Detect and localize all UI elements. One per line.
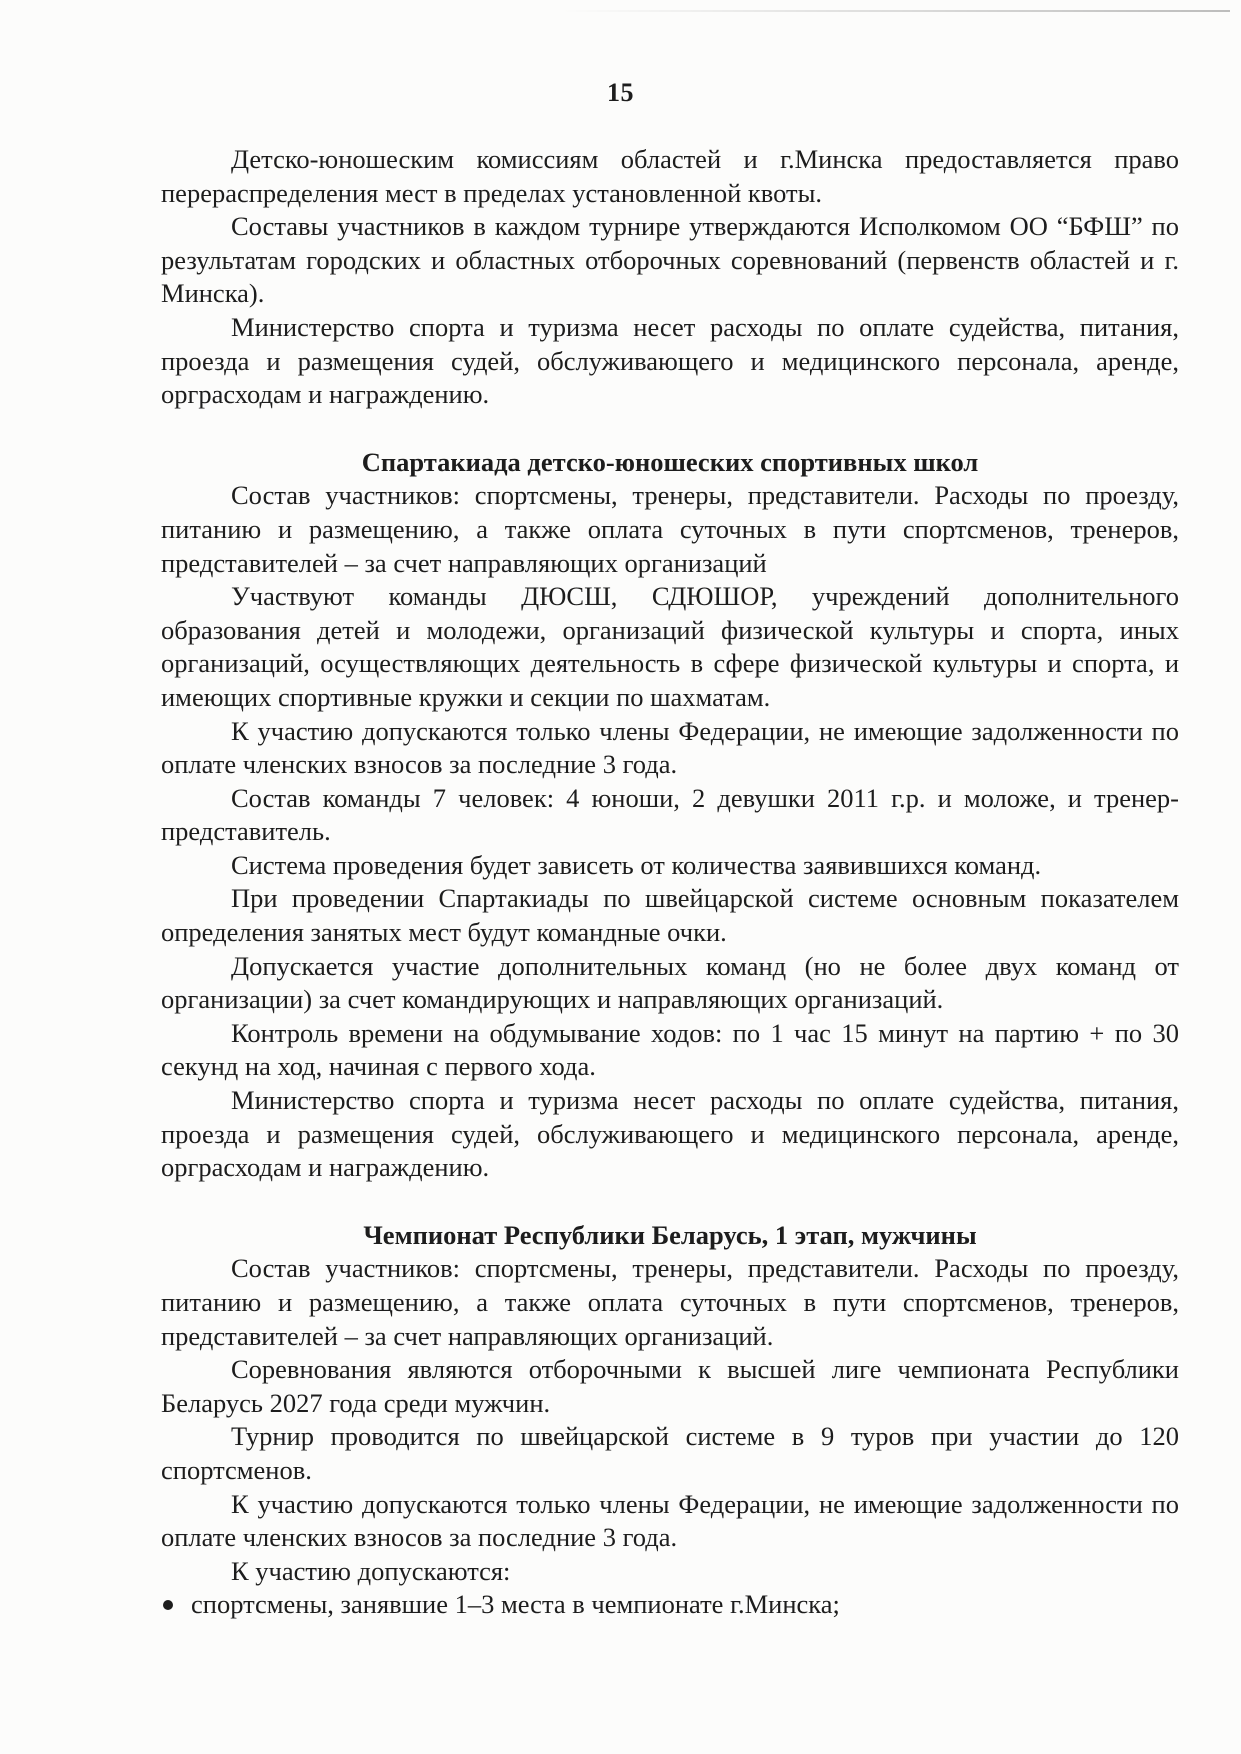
paragraph: Составы участников в каждом турнире утверждаются Исполкомом ОО “БФШ” по результатам городских и областных отборочных соревнований (первенств областей и г. Минска). [161,211,1179,309]
document-body [161,143,1179,1622]
paragraph: Контроль времени на обдумывание ходов: по 1 час 15 минут на партию + по 30 секунд на ход, начиная с первого хода. [161,1017,1179,1082]
list-item [161,1588,1179,1622]
bullet-list [161,1588,1179,1622]
paragraph: К участию допускаются только члены Федерации, не имеющие задолженности по оплате членских взносов за последние 3 года. [161,1488,1179,1553]
bullet-icon [163,1600,173,1610]
paragraph: К участию допускаются только члены Федерации, не имеющие задолженности по оплате членских взносов за последние 3 года. [161,715,1179,780]
section-heading: Чемпионат Республики Беларусь, 1 этап, мужчины [363,1219,977,1250]
paragraph: Соревнования являются отборочными к высшей лиге чемпионата Республики Беларусь 2027 года среди мужчин. [161,1354,1179,1418]
paragraph: К участию допускаются: [231,1555,511,1586]
section-spacer [161,412,1179,446]
list-item-text: спортсмены, занявшие 1–3 места в чемпионате г.Минска; [191,1589,840,1620]
page-number: 15 [607,78,634,107]
paragraph: Турнир проводится по швейцарской системе в 9 туров при участии до 120 спортсменов. [161,1421,1179,1485]
paragraph: Министерство спорта и туризма несет расходы по оплате судейства, питания, проезда и размещения судей, обслуживающего и медицинского персонала, аренде, орграсходам и награждению. [161,1085,1179,1183]
paragraph: Детско-юношеским комиссиям областей и г.Минска предоставляется право перераспределения мест в пределах установленной квоты. [161,144,1179,208]
paragraph: Состав участников: спортсмены, тренеры, представители. Расходы по проезду, питанию и размещению, а также оплата суточных в пути спортсменов, тренеров, представителей – за счет направляющих организаций. [161,1253,1179,1351]
section-heading: Спартакиада детско-юношеских спортивных школ [361,446,979,477]
paragraph: Состав участников: спортсмены, тренеры, представители. Расходы по проезду, питанию и размещению, а также оплата суточных в пути спортсменов, тренеров, представителей – за счет направляющих организаций [161,480,1179,578]
scan-edge-line [560,10,1230,12]
paragraph: Участвуют команды ДЮСШ, СДЮШОР, учреждений дополнительного образования детей и молодежи, организаций физической культуры и спорта, иных организаций, осуществляющих деятельность в сфере физической культуры и спорта, и имеющих спортивные кружки и секции по шахматам. [161,581,1179,712]
paragraph: Министерство спорта и туризма несет расходы по оплате судейства, питания, проезда и размещения судей, обслуживающего и медицинского персонала, аренде, орграсходам и награждению. [161,311,1179,410]
paragraph: Состав команды 7 человек: 4 юноши, 2 девушки 2011 г.р. и моложе, и тренер-представитель. [161,782,1179,847]
paragraph: Система проведения будет зависеть от количества заявившихся команд. [231,849,1042,880]
paragraph: При проведении Спартакиады по швейцарской системе основным показателем определения занятых мест будут командные очки. [161,883,1179,948]
section-spacer [161,1185,1179,1219]
paragraph: Допускается участие дополнительных команд (но не более двух команд от организации) за счет командирующих и направляющих организаций. [161,950,1179,1015]
